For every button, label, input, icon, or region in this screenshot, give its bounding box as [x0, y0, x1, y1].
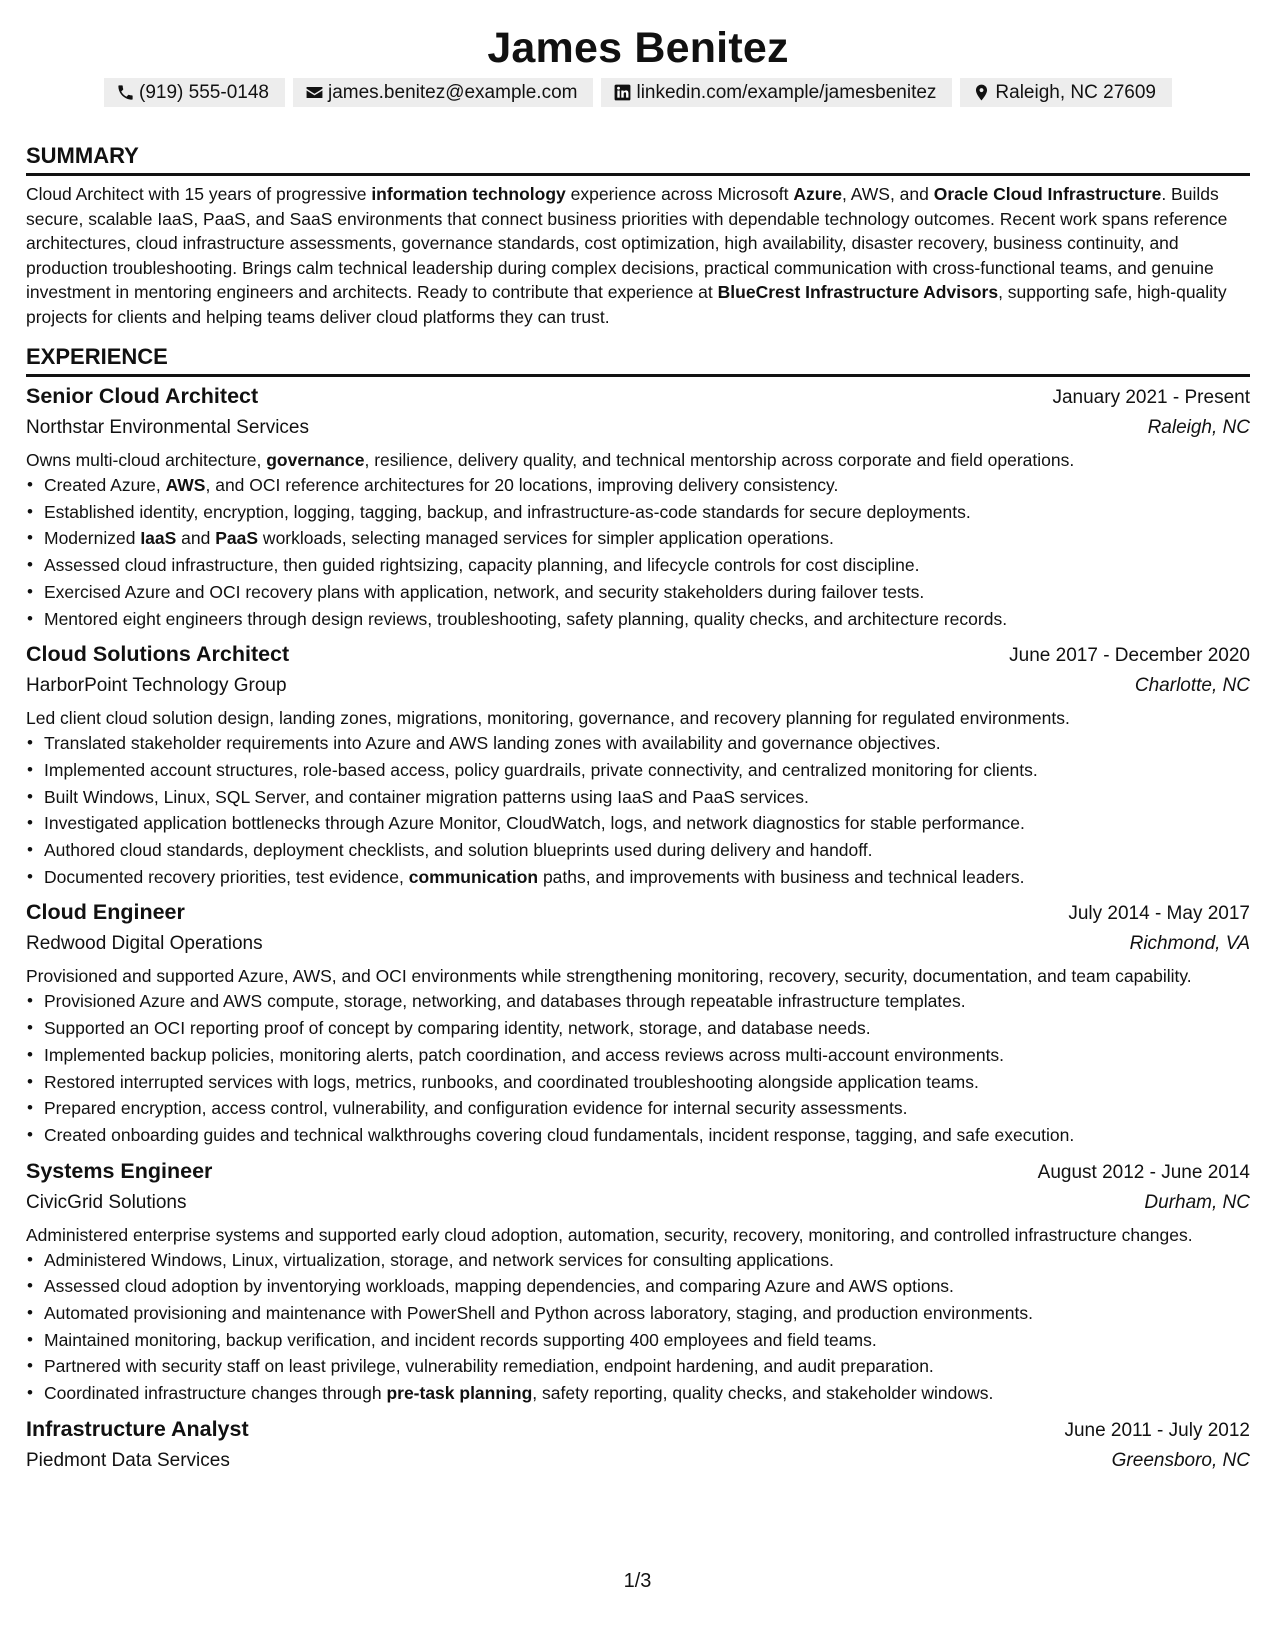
text-run: Created onboarding guides and technical walkthroughs covering cloud fundamentals, incident response, tagging, and safe execution.: [44, 1124, 1075, 1145]
bullet-item: [26, 810, 1250, 837]
text-run: and: [176, 528, 216, 549]
bullet-item: [26, 606, 1250, 633]
text-run: Implemented backup policies, monitoring alerts, patch coordination, and access reviews across multi-account environments.: [44, 1044, 1005, 1065]
bold-text: Azure: [793, 184, 842, 204]
bullet-item: [26, 525, 1250, 552]
text-run: paths, and improvements with business and technical leaders.: [538, 866, 1025, 887]
bold-text: IaaS: [140, 528, 177, 549]
text-run: . Builds secure, scalable IaaS, PaaS, and SaaS environments that connect business priorities with dependable technology outcomes. Recent work spans reference architectures, cloud infrastructure assessments, governance standards, cost optimization, high availability, disaster recovery, business continuity, and production troubleshooting. Brings calm technical leadership during complex decisions, practical communication with cross-functional teams, and genuine investment in mentoring engineers and architects. Ready to contribute that experience at: [26, 184, 1228, 302]
linkedin-text: linkedin.com/example/jamesbenitez: [636, 81, 937, 103]
job-location: Greensboro, NC: [1111, 1449, 1250, 1471]
bullet-list: [26, 472, 1250, 632]
contact-location[interactable]: [960, 78, 1172, 107]
job-location: Durham, NC: [1144, 1191, 1250, 1213]
job-description: [26, 964, 1250, 988]
bullet-item: [26, 784, 1250, 811]
job-title: Cloud Engineer: [26, 900, 185, 925]
bullet-item: [26, 1380, 1250, 1407]
job-description: [26, 1223, 1250, 1247]
job-list: [26, 381, 1250, 1476]
job-subheader: [26, 671, 1250, 701]
bullet-item: [26, 472, 1250, 499]
job-company: Piedmont Data Services: [26, 1449, 230, 1471]
bullet-item: [26, 1069, 1250, 1096]
phone-icon: [116, 83, 135, 102]
job-header: [26, 639, 1250, 671]
bold-text: information technology: [371, 184, 566, 204]
experience-heading: EXPERIENCE: [26, 344, 168, 369]
job-company: HarborPoint Technology Group: [26, 675, 287, 697]
experience-section: [26, 343, 1250, 1476]
bold-text: PaaS: [215, 528, 259, 549]
text-run: Provisioned and supported Azure, AWS, and OCI environments while strengthening monitoring, recovery, security, documentation, and team capability.: [26, 966, 1192, 987]
bullet-item: [26, 1300, 1250, 1327]
bullet-item: [26, 1095, 1250, 1122]
text-run: Documented recovery priorities, test evidence,: [44, 866, 409, 887]
text-run: Administered enterprise systems and supported early cloud adoption, automation, security, recovery, monitoring, and controlled infrastructure changes.: [26, 1224, 1193, 1245]
bold-text: Oracle Cloud Infrastructure: [933, 184, 1162, 204]
text-run: Implemented account structures, role-based access, policy guardrails, private connectivity, and centralized monitoring for clients.: [44, 759, 1038, 780]
bold-text: AWS: [165, 475, 206, 495]
text-run: Provisioned Azure and AWS compute, storage, networking, and databases through repeatable infrastructure templates.: [44, 991, 966, 1012]
job-header: [26, 1156, 1250, 1188]
job-description: [26, 706, 1250, 730]
job-company: Redwood Digital Operations: [26, 933, 263, 955]
bullet-item: [26, 499, 1250, 526]
job-title: Cloud Solutions Architect: [26, 642, 290, 667]
contact-linkedin[interactable]: [601, 78, 952, 107]
bullet-item: [26, 552, 1250, 579]
bullet-list: [26, 730, 1250, 890]
bullet-list: [26, 1247, 1250, 1407]
text-run: Owns multi-cloud architecture,: [26, 450, 267, 470]
bold-text: BlueCrest Infrastructure Advisors: [717, 282, 999, 302]
candidate-name: James Benitez: [487, 24, 789, 72]
contact-phone[interactable]: [104, 78, 285, 107]
bullet-item: [26, 1353, 1250, 1380]
text-run: Coordinated infrastructure changes through: [44, 1383, 387, 1404]
job-header: [26, 381, 1250, 413]
location-text: Raleigh, NC 27609: [995, 81, 1156, 103]
page-indicator: 1/3: [623, 1570, 652, 1592]
text-run: , and OCI reference architectures for 20 locations, improving delivery consistency.: [205, 475, 839, 495]
text-run: , AWS, and: [841, 184, 934, 204]
job-dates: January 2021 - Present: [1052, 387, 1250, 408]
job-subheader: [26, 413, 1250, 443]
bullet-item: [26, 837, 1250, 864]
contact-bar: [26, 78, 1250, 107]
job-subheader: [26, 1188, 1250, 1218]
text-run: Prepared encryption, access control, vulnerability, and configuration evidence for internal security assessments.: [44, 1098, 908, 1119]
bullet-item: [26, 1015, 1250, 1042]
section-divider: [26, 173, 1250, 176]
job-dates: August 2012 - June 2014: [1037, 1161, 1250, 1183]
job-header: [26, 897, 1250, 929]
job-entry: [26, 897, 1250, 1148]
text-run: Created Azure,: [44, 475, 166, 495]
job-title: Senior Cloud Architect: [26, 384, 259, 408]
bold-text: pre-task planning: [386, 1383, 533, 1404]
text-run: Mentored eight engineers through design reviews, troubleshooting, safety planning, quality checks, and architecture records.: [44, 608, 1008, 629]
text-run: Supported an OCI reporting proof of concept by comparing identity, network, storage, and database needs.: [44, 1018, 871, 1039]
text-run: workloads, selecting managed services for simpler application operations.: [258, 528, 834, 549]
bullet-item: [26, 1122, 1250, 1149]
bullet-list: [26, 988, 1250, 1148]
bullet-item: [26, 579, 1250, 606]
job-subheader: [26, 929, 1250, 959]
job-company: Northstar Environmental Services: [26, 417, 309, 438]
bullet-item: [26, 988, 1250, 1015]
job-company: CivicGrid Solutions: [26, 1191, 187, 1213]
bullet-item: [26, 864, 1250, 891]
job-dates: July 2014 - May 2017: [1068, 903, 1250, 925]
email-text: james.benitez@example.com: [327, 81, 578, 103]
text-run: Built Windows, Linux, SQL Server, and container migration patterns using IaaS and PaaS services.: [44, 786, 809, 807]
text-run: Restored interrupted services with logs, metrics, runbooks, and coordinated troubleshooting alongside application teams.: [44, 1071, 979, 1092]
text-run: , resilience, delivery quality, and technical mentorship across corporate and field operations.: [364, 450, 1075, 470]
summary-section: [26, 142, 1250, 329]
job-location: Charlotte, NC: [1134, 675, 1250, 697]
text-run: experience across Microsoft: [565, 184, 794, 204]
resume-page: [26, 22, 1250, 1476]
text-run: Modernized: [44, 528, 141, 549]
phone-text: (919) 555-0148: [139, 81, 269, 103]
text-run: Investigated application bottlenecks through Azure Monitor, CloudWatch, logs, and network diagnostics for stable performance.: [44, 813, 1025, 834]
job-subheader: [26, 1446, 1250, 1476]
text-run: Established identity, encryption, logging, tagging, backup, and infrastructure-as-code standards for secure deployments.: [44, 501, 971, 522]
linkedin-icon: [613, 83, 632, 102]
bold-text: governance: [266, 450, 365, 470]
text-run: Translated stakeholder requirements into Azure and AWS landing zones with availability and governance objectives.: [44, 733, 941, 754]
job-location: Richmond, VA: [1129, 933, 1250, 955]
job-title: Systems Engineer: [26, 1158, 213, 1183]
bold-text: communication: [408, 866, 539, 887]
job-description: [26, 448, 1250, 472]
text-run: , supporting safe, high-quality projects for clients and helping teams deliver cloud platforms they can trust.: [26, 282, 1227, 327]
job-dates: June 2011 - July 2012: [1064, 1419, 1250, 1441]
summary-text: [26, 182, 1250, 329]
contact-email[interactable]: [293, 78, 594, 107]
summary-heading: SUMMARY: [26, 143, 139, 168]
bullet-item: [26, 1327, 1250, 1354]
bullet-item: [26, 1042, 1250, 1069]
bullet-item: [26, 757, 1250, 784]
section-divider: [26, 374, 1250, 377]
bullet-item: [26, 730, 1250, 757]
bullet-item: [26, 1273, 1250, 1300]
job-entry: [26, 1414, 1250, 1476]
text-run: , safety reporting, quality checks, and stakeholder windows.: [532, 1383, 994, 1404]
text-run: Administered Windows, Linux, virtualization, storage, and network services for consulting applications.: [44, 1249, 834, 1270]
job-location: Raleigh, NC: [1147, 417, 1250, 438]
text-run: Led client cloud solution design, landing zones, migrations, monitoring, governance, and recovery planning for regulated environments.: [26, 708, 1070, 729]
job-entry: [26, 1156, 1250, 1407]
job-dates: June 2017 - December 2020: [1009, 645, 1250, 667]
text-run: Cloud Architect with 15 years of progressive: [26, 184, 372, 204]
text-run: Assessed cloud infrastructure, then guided rightsizing, capacity planning, and lifecycle controls for cost discipline.: [44, 555, 920, 576]
text-run: Automated provisioning and maintenance with PowerShell and Python across laboratory, staging, and production environments.: [44, 1303, 1034, 1324]
text-run: Authored cloud standards, deployment checklists, and solution blueprints used during delivery and handoff.: [44, 840, 873, 861]
text-run: Exercised Azure and OCI recovery plans with application, network, and security stakeholders during failover tests.: [44, 581, 925, 602]
job-entry: [26, 639, 1250, 890]
job-title: Infrastructure Analyst: [26, 1416, 249, 1441]
text-run: Maintained monitoring, backup verification, and incident records supporting 400 employees and field teams.: [44, 1329, 877, 1350]
text-run: Assessed cloud adoption by inventorying workloads, mapping dependencies, and comparing Azure and AWS options.: [44, 1276, 954, 1297]
envelope-icon: [305, 83, 324, 102]
map-pin-icon: [972, 83, 991, 102]
job-entry: [26, 381, 1250, 632]
job-header: [26, 1414, 1250, 1446]
text-run: Partnered with security staff on least privilege, vulnerability remediation, endpoint hardening, and audit preparation.: [44, 1356, 934, 1377]
bullet-item: [26, 1247, 1250, 1274]
